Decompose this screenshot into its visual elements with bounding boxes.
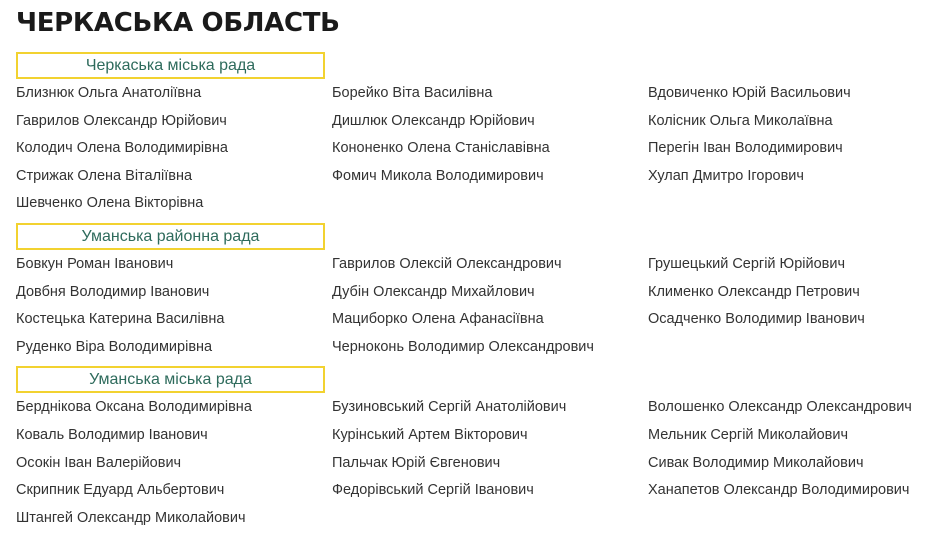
member-name: Ханапетов Олександр Володимирович <box>648 482 910 499</box>
member-name: Борейко Віта Василівна <box>332 85 493 101</box>
member-list <box>16 396 930 534</box>
member-name: Гаврилов Олексій Олександрович <box>332 255 562 272</box>
member-name: Пальчак Юрій Євгенович <box>332 454 501 471</box>
member-name: Вдовиченко Юрій Васильович <box>648 85 851 101</box>
member-name: Фомич Микола Володимирович <box>332 167 544 184</box>
member-list <box>16 253 930 363</box>
member-name: Курінський Артем Вікторович <box>332 426 528 443</box>
member-name: Черноконь Володимир Олександрович <box>332 338 594 355</box>
member-name: Колодич Олена Володимирівна <box>16 140 228 157</box>
member-name: Клименко Олександр Петрович <box>648 283 860 300</box>
member-name: Хулап Дмитро Ігорович <box>648 167 804 184</box>
member-list <box>16 82 930 220</box>
member-name: Бузиновський Сергій Анатолійович <box>332 399 567 416</box>
member-name: Штангей Олександр Миколайович <box>16 509 246 526</box>
member-name: Стрижак Олена Віталіївна <box>16 167 193 184</box>
council-section-uman-district <box>16 223 930 363</box>
member-name: Коваль Володимир Іванович <box>16 426 208 443</box>
member-name: Мельник Сергій Миколайович <box>648 426 849 443</box>
member-name: Кононенко Олена Станіславівна <box>332 140 550 157</box>
member-name: Дишлюк Олександр Юрійович <box>332 112 535 129</box>
council-section-cherkasy-city <box>16 52 930 220</box>
member-name: Шевченко Олена Вікторівна <box>16 195 204 212</box>
council-section-uman-city <box>16 366 930 534</box>
member-name: Берднікова Оксана Володимирівна <box>16 399 252 416</box>
member-name: Костецька Катерина Василівна <box>16 311 225 328</box>
council-label: Черкаська міська рада <box>16 52 325 79</box>
member-name: Колісник Ольга Миколаївна <box>648 112 833 129</box>
member-name: Мациборко Олена Афанасіївна <box>332 311 544 328</box>
member-name: Федорівський Сергій Іванович <box>332 482 534 499</box>
member-name: Волошенко Олександр Олександрович <box>648 399 912 416</box>
member-name: Сивак Володимир Миколайович <box>648 454 864 471</box>
member-name: Довбня Володимир Іванович <box>16 283 210 300</box>
council-label: Уманська районна рада <box>16 223 325 250</box>
member-name: Гаврилов Олександр Юрійович <box>16 112 227 129</box>
member-name: Бовкун Роман Іванович <box>16 255 174 272</box>
region-title: ЧЕРКАСЬКА ОБЛАСТЬ <box>16 8 340 38</box>
council-label: Уманська міська рада <box>16 366 325 393</box>
member-name: Грушецький Сергій Юрійович <box>648 255 846 272</box>
member-name: Осокін Іван Валерійович <box>16 454 182 471</box>
member-name: Близнюк Ольга Анатоліївна <box>16 85 202 101</box>
member-name: Руденко Віра Володимирівна <box>16 338 213 355</box>
member-name: Дубін Олександр Михайлович <box>332 283 535 300</box>
member-name: Осадченко Володимир Іванович <box>648 311 865 328</box>
member-name: Перегін Іван Володимирович <box>648 140 843 157</box>
member-name: Скрипник Едуард Альбертович <box>16 482 225 499</box>
